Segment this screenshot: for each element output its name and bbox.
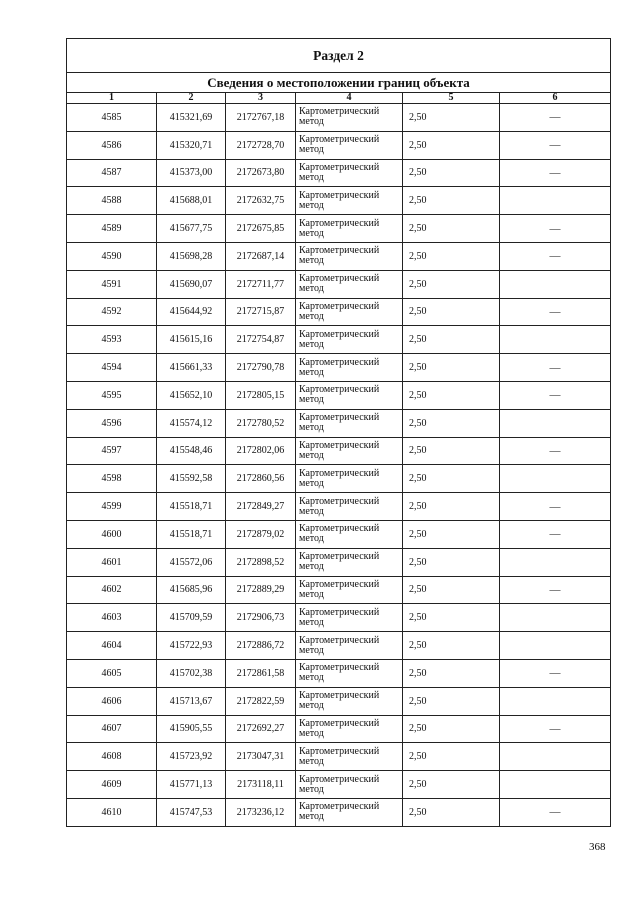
accuracy-cell: 2,50 — [403, 270, 500, 298]
note-cell — [500, 409, 611, 437]
method-line-2: метод — [299, 199, 324, 211]
x-coordinate-cell: 415698,28 — [157, 242, 226, 270]
x-coordinate-cell: 415572,06 — [157, 548, 226, 576]
note-cell — [500, 187, 611, 215]
accuracy-cell: 2,50 — [403, 409, 500, 437]
note-cell — [500, 270, 611, 298]
note-cell: — — [500, 576, 611, 604]
table-row — [67, 771, 611, 799]
point-number-cell: 4599 — [67, 493, 157, 521]
method-line-2: метод — [299, 449, 324, 461]
document-page — [66, 38, 610, 827]
y-coordinate-cell: 2172673,80 — [226, 159, 296, 187]
table-row — [67, 242, 611, 270]
y-coordinate-cell: 2172886,72 — [226, 632, 296, 660]
method-line-1: Картометрический — [299, 356, 380, 368]
point-number-cell: 4590 — [67, 242, 157, 270]
table-row — [67, 687, 611, 715]
note-cell — [500, 743, 611, 771]
y-coordinate-cell: 2172687,14 — [226, 242, 296, 270]
method-cell — [296, 187, 403, 215]
method-line-2: метод — [299, 616, 324, 628]
table-row — [67, 215, 611, 243]
accuracy-cell: 2,50 — [403, 326, 500, 354]
method-cell — [296, 659, 403, 687]
y-coordinate-cell: 2172728,70 — [226, 131, 296, 159]
method-cell — [296, 437, 403, 465]
x-coordinate-cell: 415905,55 — [157, 715, 226, 743]
point-number-cell: 4610 — [67, 798, 157, 826]
method-line-1: Картометрический — [299, 245, 380, 257]
x-coordinate-cell: 415702,38 — [157, 659, 226, 687]
table-subtitle-row — [67, 73, 611, 93]
table-row — [67, 743, 611, 771]
accuracy-cell: 2,50 — [403, 687, 500, 715]
accuracy-cell: 2,50 — [403, 632, 500, 660]
x-coordinate-cell: 415771,13 — [157, 771, 226, 799]
method-cell — [296, 242, 403, 270]
point-number-cell: 4609 — [67, 771, 157, 799]
method-line-1: Картометрический — [299, 106, 380, 118]
point-number-cell: 4588 — [67, 187, 157, 215]
table-row — [67, 798, 611, 826]
method-cell — [296, 743, 403, 771]
x-coordinate-cell: 415722,93 — [157, 632, 226, 660]
x-coordinate-cell: 415723,92 — [157, 743, 226, 771]
point-number-cell: 4607 — [67, 715, 157, 743]
method-line-2: метод — [299, 394, 324, 406]
y-coordinate-cell: 2172675,85 — [226, 215, 296, 243]
point-number-cell: 4587 — [67, 159, 157, 187]
section-title-row — [67, 39, 611, 73]
method-line-2: метод — [299, 477, 324, 489]
y-coordinate-cell: 2173236,12 — [226, 798, 296, 826]
table-row — [67, 659, 611, 687]
note-cell — [500, 632, 611, 660]
note-cell: — — [500, 715, 611, 743]
table-row — [67, 187, 611, 215]
method-line-1: Картометрический — [299, 189, 380, 201]
point-number-cell: 4589 — [67, 215, 157, 243]
table-row — [67, 159, 611, 187]
method-line-2: метод — [299, 227, 324, 239]
y-coordinate-cell: 2172849,27 — [226, 493, 296, 521]
x-coordinate-cell: 415677,75 — [157, 215, 226, 243]
y-coordinate-cell: 2173118,11 — [226, 771, 296, 799]
method-line-2: метод — [299, 255, 324, 267]
method-line-2: метод — [299, 366, 324, 378]
accuracy-cell: 2,50 — [403, 298, 500, 326]
method-cell — [296, 215, 403, 243]
column-number: 6 — [500, 93, 611, 104]
column-number: 1 — [67, 93, 157, 104]
point-number-cell: 4595 — [67, 381, 157, 409]
column-number: 5 — [403, 93, 500, 104]
y-coordinate-cell: 2172780,52 — [226, 409, 296, 437]
accuracy-cell: 2,50 — [403, 354, 500, 382]
table-row — [67, 520, 611, 548]
method-cell — [296, 465, 403, 493]
table-row — [67, 576, 611, 604]
method-line-2: метод — [299, 338, 324, 350]
note-cell: — — [500, 493, 611, 521]
method-cell — [296, 520, 403, 548]
note-cell — [500, 548, 611, 576]
table-row — [67, 104, 611, 132]
point-number-cell: 4602 — [67, 576, 157, 604]
method-line-1: Картометрический — [299, 384, 380, 396]
x-coordinate-cell: 415518,71 — [157, 493, 226, 521]
method-line-2: метод — [299, 144, 324, 156]
column-number: 3 — [226, 93, 296, 104]
accuracy-cell: 2,50 — [403, 131, 500, 159]
column-number: 4 — [296, 93, 403, 104]
method-line-2: метод — [299, 700, 324, 712]
y-coordinate-cell: 2172767,18 — [226, 104, 296, 132]
x-coordinate-cell: 415652,10 — [157, 381, 226, 409]
table-row — [67, 298, 611, 326]
method-line-2: метод — [299, 727, 324, 739]
method-line-1: Картометрический — [299, 523, 380, 535]
method-line-1: Картометрический — [299, 773, 380, 785]
table-row — [67, 354, 611, 382]
note-cell — [500, 326, 611, 354]
method-line-2: метод — [299, 116, 324, 128]
x-coordinate-cell: 415320,71 — [157, 131, 226, 159]
method-cell — [296, 576, 403, 604]
accuracy-cell: 2,50 — [403, 576, 500, 604]
method-line-1: Картометрический — [299, 328, 380, 340]
point-number-cell: 4605 — [67, 659, 157, 687]
note-cell: — — [500, 215, 611, 243]
method-line-2: метод — [299, 644, 324, 656]
accuracy-cell: 2,50 — [403, 798, 500, 826]
y-coordinate-cell: 2172790,78 — [226, 354, 296, 382]
y-coordinate-cell: 2172715,87 — [226, 298, 296, 326]
x-coordinate-cell: 415574,12 — [157, 409, 226, 437]
point-number-cell: 4594 — [67, 354, 157, 382]
point-number-cell: 4608 — [67, 743, 157, 771]
method-line-2: метод — [299, 283, 324, 295]
accuracy-cell: 2,50 — [403, 604, 500, 632]
x-coordinate-cell: 415661,33 — [157, 354, 226, 382]
method-line-1: Картометрический — [299, 551, 380, 563]
table-row — [67, 632, 611, 660]
table-row — [67, 131, 611, 159]
accuracy-cell: 2,50 — [403, 520, 500, 548]
point-number-cell: 4585 — [67, 104, 157, 132]
x-coordinate-cell: 415321,69 — [157, 104, 226, 132]
method-line-1: Картометрический — [299, 578, 380, 590]
note-cell — [500, 687, 611, 715]
y-coordinate-cell: 2172889,29 — [226, 576, 296, 604]
x-coordinate-cell: 415592,58 — [157, 465, 226, 493]
table-row — [67, 270, 611, 298]
accuracy-cell: 2,50 — [403, 104, 500, 132]
method-line-1: Картометрический — [299, 467, 380, 479]
note-cell: — — [500, 242, 611, 270]
method-line-2: метод — [299, 561, 324, 573]
table-row — [67, 493, 611, 521]
point-number-cell: 4596 — [67, 409, 157, 437]
method-line-2: метод — [299, 783, 324, 795]
method-line-1: Картометрический — [299, 634, 380, 646]
method-cell — [296, 687, 403, 715]
point-number-cell: 4597 — [67, 437, 157, 465]
boundary-table — [66, 38, 611, 827]
accuracy-cell: 2,50 — [403, 215, 500, 243]
table-row — [67, 409, 611, 437]
accuracy-cell: 2,50 — [403, 381, 500, 409]
accuracy-cell: 2,50 — [403, 743, 500, 771]
x-coordinate-cell: 415713,67 — [157, 687, 226, 715]
method-cell — [296, 604, 403, 632]
method-line-1: Картометрический — [299, 690, 380, 702]
table-row — [67, 381, 611, 409]
y-coordinate-cell: 2172861,58 — [226, 659, 296, 687]
y-coordinate-cell: 2172805,15 — [226, 381, 296, 409]
note-cell: — — [500, 159, 611, 187]
accuracy-cell: 2,50 — [403, 159, 500, 187]
method-line-2: метод — [299, 422, 324, 434]
y-coordinate-cell: 2172860,56 — [226, 465, 296, 493]
x-coordinate-cell: 415690,07 — [157, 270, 226, 298]
point-number-cell: 4598 — [67, 465, 157, 493]
method-cell — [296, 354, 403, 382]
method-line-1: Картометрический — [299, 412, 380, 424]
x-coordinate-cell: 415373,00 — [157, 159, 226, 187]
point-number-cell: 4592 — [67, 298, 157, 326]
note-cell: — — [500, 437, 611, 465]
point-number-cell: 4606 — [67, 687, 157, 715]
note-cell: — — [500, 659, 611, 687]
method-cell — [296, 771, 403, 799]
accuracy-cell: 2,50 — [403, 465, 500, 493]
note-cell — [500, 771, 611, 799]
accuracy-cell: 2,50 — [403, 715, 500, 743]
table-row — [67, 715, 611, 743]
method-line-1: Картометрический — [299, 745, 380, 757]
page-number: 368 — [589, 841, 606, 853]
note-cell — [500, 465, 611, 493]
y-coordinate-cell: 2172906,73 — [226, 604, 296, 632]
method-line-1: Картометрический — [299, 300, 380, 312]
method-line-1: Картометрический — [299, 161, 380, 173]
y-coordinate-cell: 2172692,27 — [226, 715, 296, 743]
method-line-1: Картометрический — [299, 717, 380, 729]
section-title: Раздел 2 — [67, 39, 611, 73]
method-cell — [296, 104, 403, 132]
y-coordinate-cell: 2172754,87 — [226, 326, 296, 354]
method-line-2: метод — [299, 588, 324, 600]
table-subtitle: Сведения о местоположении границ объекта — [67, 73, 611, 93]
y-coordinate-cell: 2172802,06 — [226, 437, 296, 465]
method-cell — [296, 715, 403, 743]
note-cell: — — [500, 798, 611, 826]
method-cell — [296, 798, 403, 826]
method-line-2: метод — [299, 755, 324, 767]
method-cell — [296, 493, 403, 521]
table-row — [67, 437, 611, 465]
note-cell: — — [500, 131, 611, 159]
point-number-cell: 4601 — [67, 548, 157, 576]
method-cell — [296, 381, 403, 409]
method-line-1: Картометрический — [299, 134, 380, 146]
method-line-2: метод — [299, 672, 324, 684]
accuracy-cell: 2,50 — [403, 187, 500, 215]
x-coordinate-cell: 415644,92 — [157, 298, 226, 326]
column-number: 2 — [157, 93, 226, 104]
y-coordinate-cell: 2172898,52 — [226, 548, 296, 576]
method-cell — [296, 326, 403, 354]
method-line-2: метод — [299, 811, 324, 823]
y-coordinate-cell: 2172822,59 — [226, 687, 296, 715]
note-cell: — — [500, 381, 611, 409]
x-coordinate-cell: 415615,16 — [157, 326, 226, 354]
method-line-2: метод — [299, 505, 324, 517]
y-coordinate-cell: 2173047,31 — [226, 743, 296, 771]
table-row — [67, 326, 611, 354]
method-line-1: Картометрический — [299, 217, 380, 229]
x-coordinate-cell: 415685,96 — [157, 576, 226, 604]
note-cell: — — [500, 354, 611, 382]
method-cell — [296, 270, 403, 298]
method-line-1: Картометрический — [299, 273, 380, 285]
x-coordinate-cell: 415747,53 — [157, 798, 226, 826]
accuracy-cell: 2,50 — [403, 242, 500, 270]
method-cell — [296, 159, 403, 187]
method-line-2: метод — [299, 533, 324, 545]
y-coordinate-cell: 2172632,75 — [226, 187, 296, 215]
point-number-cell: 4600 — [67, 520, 157, 548]
note-cell: — — [500, 520, 611, 548]
method-cell — [296, 298, 403, 326]
method-line-2: метод — [299, 310, 324, 322]
accuracy-cell: 2,50 — [403, 437, 500, 465]
method-line-1: Картометрический — [299, 662, 380, 674]
method-line-1: Картометрический — [299, 801, 380, 813]
point-number-cell: 4603 — [67, 604, 157, 632]
point-number-cell: 4604 — [67, 632, 157, 660]
table-row — [67, 548, 611, 576]
method-cell — [296, 632, 403, 660]
x-coordinate-cell: 415518,71 — [157, 520, 226, 548]
accuracy-cell: 2,50 — [403, 659, 500, 687]
x-coordinate-cell: 415709,59 — [157, 604, 226, 632]
note-cell: — — [500, 298, 611, 326]
table-row — [67, 465, 611, 493]
method-cell — [296, 409, 403, 437]
y-coordinate-cell: 2172879,02 — [226, 520, 296, 548]
accuracy-cell: 2,50 — [403, 493, 500, 521]
accuracy-cell: 2,50 — [403, 771, 500, 799]
y-coordinate-cell: 2172711,77 — [226, 270, 296, 298]
x-coordinate-cell: 415548,46 — [157, 437, 226, 465]
point-number-cell: 4591 — [67, 270, 157, 298]
method-line-1: Картометрический — [299, 439, 380, 451]
method-line-1: Картометрический — [299, 606, 380, 618]
point-number-cell: 4586 — [67, 131, 157, 159]
accuracy-cell: 2,50 — [403, 548, 500, 576]
x-coordinate-cell: 415688,01 — [157, 187, 226, 215]
method-cell — [296, 548, 403, 576]
method-cell — [296, 131, 403, 159]
column-number-row — [67, 93, 611, 104]
point-number-cell: 4593 — [67, 326, 157, 354]
method-line-2: метод — [299, 171, 324, 183]
note-cell: — — [500, 104, 611, 132]
table-row — [67, 604, 611, 632]
method-line-1: Картометрический — [299, 495, 380, 507]
note-cell — [500, 604, 611, 632]
